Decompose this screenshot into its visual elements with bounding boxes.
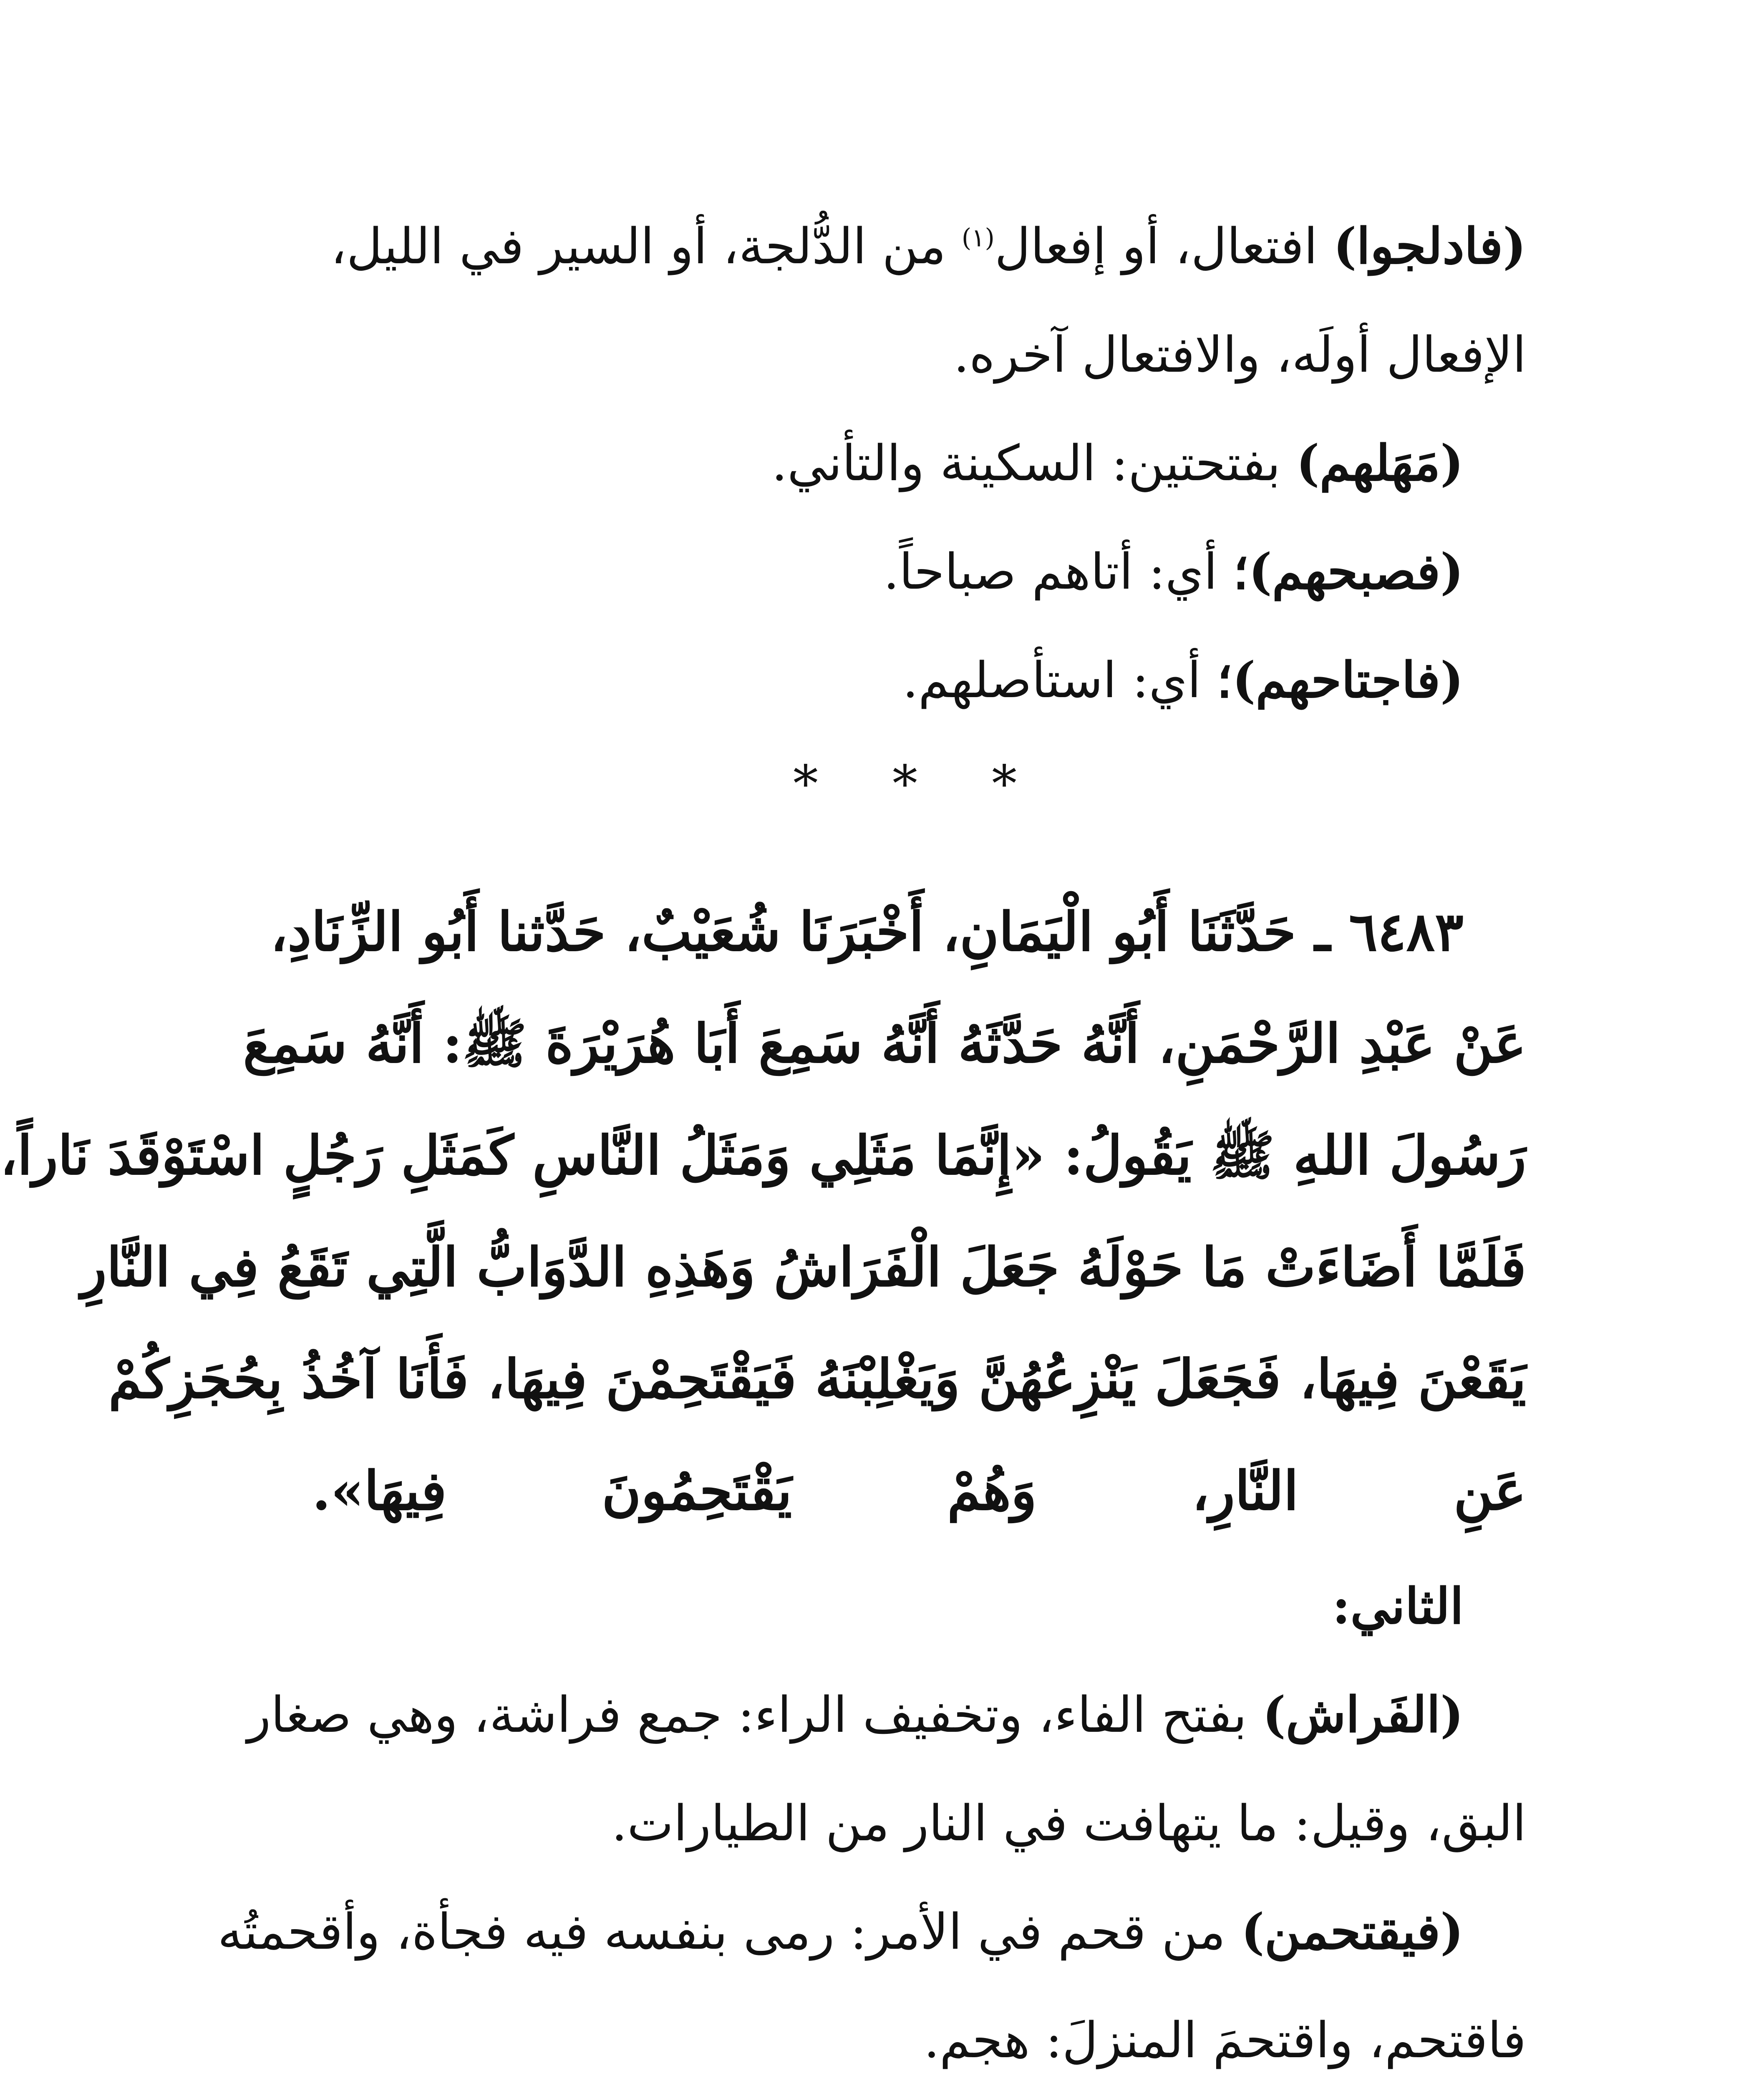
hadith-line: رَسُولَ اللهِ ﷺ يَقُولُ: «إِنَّمَا مَثَلِي وَمَثَلُ النَّاسِ كَمَثَلِ رَجُلٍ اسْتَوْقَدَ نَاراً، <box>0 1124 1526 1187</box>
comment-line-7 <box>312 1769 1526 1877</box>
footnote-reference[interactable]: (١) <box>961 223 995 253</box>
hadith-line: عَنْ عَبْدِ الرَّحْمَنِ، أَنَّهُ حَدَّثَهُ أَنَّهُ سَمِعَ أَبَا هُرَيْرَةَ ﷺ: أَنَّهُ سَمِعَ <box>243 1013 1526 1075</box>
comment-line-4 <box>312 517 1526 626</box>
comment-line-2 <box>312 300 1526 409</box>
comment-term: (مَهَلهم) <box>1296 434 1464 492</box>
comment-term: (فصبحهم)؛ <box>1233 542 1464 600</box>
comment-text: الإفعال أولَه، والافتعال آخره. <box>953 326 1526 383</box>
comment-text: من الدُّلجة، أو السير في الليل، <box>330 217 962 275</box>
comment-term: (فاجتاحهم)؛ <box>1217 651 1464 709</box>
comment-text: افتعال، أو إفعال <box>994 217 1333 275</box>
hadith-line-last: عَنِ النَّارِ، وَهُمْ يَقْتَحِمُونَ فِيهَا». <box>312 1460 1526 1522</box>
hadith-line: ٦٤٨٣ ـ حَدَّثَنَا أَبُو الْيَمَانِ، أَخْبَرَنَا شُعَيْبٌ، حَدَّثنا أَبُو الزِّنَادِ، <box>270 901 1464 963</box>
comment-line-6 <box>247 1660 1526 1769</box>
comment-text: بفتحتين: السكينة والتأني. <box>771 434 1296 492</box>
comment-term: (فيقتحمن) <box>1241 1902 1464 1960</box>
comment-line-3 <box>312 409 1526 517</box>
comment-text: فاقتحم، واقتحمَ المنزلَ: هجم. <box>924 2011 1526 2069</box>
comment-text: أي: استأصلهم. <box>902 651 1217 709</box>
comment-line-5 <box>312 626 1526 734</box>
comment-line-8 <box>217 1877 1526 1986</box>
comment-term: (الفَراش) <box>1262 1685 1464 1743</box>
hadith-line: فَلَمَّا أَضَاءَتْ مَا حَوْلَهُ جَعَلَ الْفَرَاشُ وَهَذِهِ الدَّوَابُّ الَّتِي تَقَعُ فِي النَّارِ <box>81 1236 1526 1299</box>
comment-text: أي: أتاهم صباحاً. <box>883 543 1233 600</box>
comment-text: بفتح الفاء، وتخفيف الراء: جمع فراشة، وهي صغار <box>247 1686 1263 1743</box>
comment-text: من قحم في الأمر: رمى بنفسه فيه فجأة، وأقحمتُه <box>217 1903 1241 1960</box>
hadith-line: يَقَعْنَ فِيهَا، فَجَعَلَ يَنْزِعُهُنَّ وَيَغْلِبْنَهُ فَيَقْتَحِمْنَ فِيهَا، فَأَنَا آخُذُ بِحُجَزِكُمْ <box>108 1348 1526 1411</box>
section-heading: الثاني: <box>1332 1577 1464 1635</box>
comment-line-9 <box>312 1986 1526 2086</box>
comment-line-1 <box>312 192 1526 300</box>
comment-text: البق، وقيل: ما يتهافت في النار من الطيارات. <box>611 1794 1526 1852</box>
comment-term: (فادلجوا) <box>1333 217 1526 275</box>
section-separator: * * * <box>793 755 1046 813</box>
